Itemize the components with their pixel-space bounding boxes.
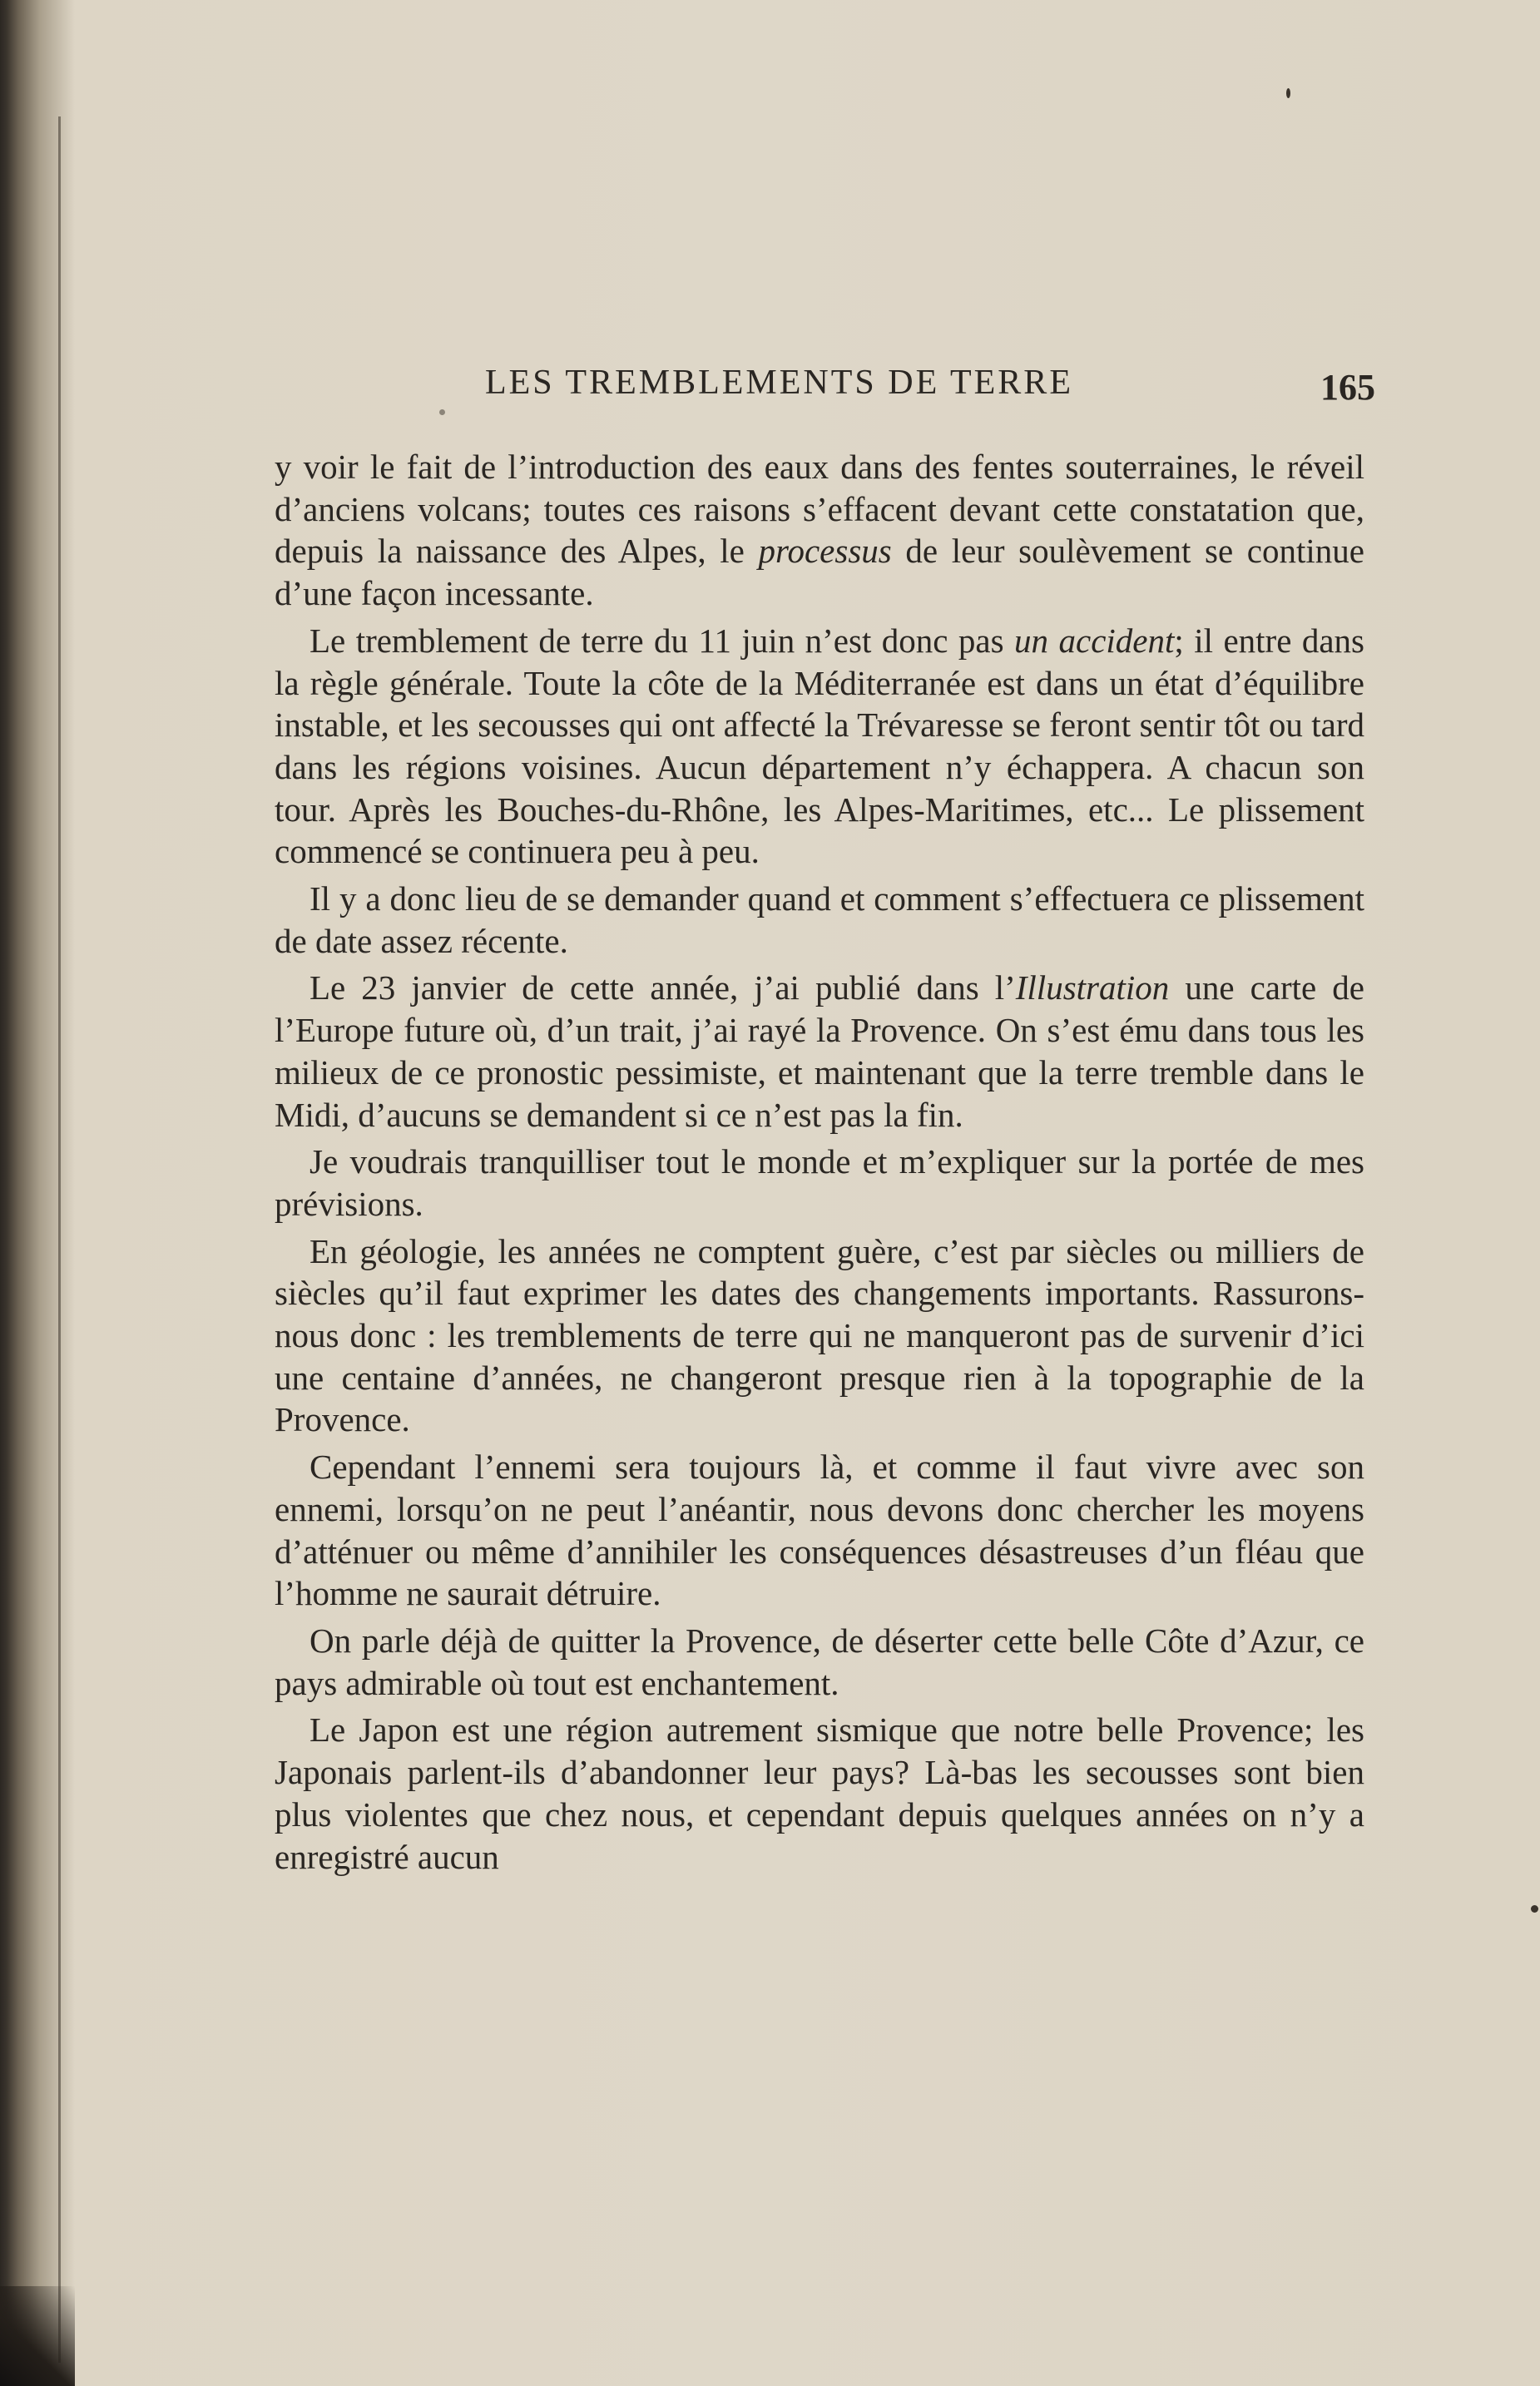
paragraph: Je voudrais tranquilliser tout le monde et m’expliquer sur la portée de mes prévisions. — [275, 1142, 1364, 1223]
paragraph-text: y voir le fait de l’introduction des eaux dans des fentes souterraines, le réveil d’anciens volcans; toutes ces raisons s’effacent devant cette constatation que, depuis la naissance des Alpes, le — [275, 448, 1364, 571]
ink-speck — [439, 409, 445, 415]
paragraph-text: Le 23 janvier de cette année, j’ai publié dans l’ — [309, 968, 1016, 1007]
paragraph: Le Japon est une région autrement sismique que notre belle Provence; les Japonais parlent-ils d’abandonner leur pays? Là-bas les secousses sont bien plus violentes que chez nous, et cependant depuis quelques années on n’y a enregistré aucun — [275, 1710, 1364, 1876]
paragraph — [275, 446, 1364, 615]
body-text — [275, 446, 1364, 1883]
italic-term: un accident — [1014, 621, 1175, 660]
page-corner-shadow — [0, 2286, 75, 2386]
paragraph-text: de leur soulèvement se continue d’une façon incessante. — [275, 532, 1364, 613]
book-binding-shadow — [0, 0, 75, 2386]
paragraph-text: une carte de l’Europe future où, d’un trait, j’ai rayé la Provence. On s’est ému dans tous les milieux de ce pronostic pessimiste, et maintenant que la terre tremble dans le Midi, d’aucuns se demandent si ce n’est pas la fin. — [275, 968, 1364, 1134]
paragraph — [275, 967, 1364, 1136]
paragraph-text: Le tremblement de terre du 11 juin n’est donc pas — [309, 621, 1015, 660]
paragraph: En géologie, les années ne comptent guère, c’est par siècles ou milliers de siècles qu’il faut exprimer les dates des changements importants. Rassurons-nous donc : les tremblements de terre qui ne manqueront pas de survenir d’ici une centaine d’années, ne changeront presque rien à la topographie de la Provence. — [275, 1231, 1364, 1439]
paragraph: Cependant l’ennemi sera toujours là, et comme il faut vivre avec son ennemi, lorsqu’on ne peut l’anéantir, nous devons donc chercher les moyens d’atténuer ou même d’annihiler les conséquences désastreuses d’un fléau que l’homme ne saurait détruire. — [275, 1448, 1364, 1613]
italic-term: processus — [758, 532, 892, 571]
ink-speck — [1286, 88, 1290, 98]
paragraph-text: ; il entre dans la règle générale. Toute la côte de la Méditerranée est dans un état d’équilibre instable, et les secousses qui ont affecté la Trévaresse se feront sentir tôt ou tard dans les régions voisines. Aucun département n’y échappera. A chacun son tour. Après les Bouches-du-Rhône, les Alpes-Maritimes, etc... Le plissement commencé se continuera peu à peu. — [275, 621, 1364, 871]
italic-title: Illustration — [1015, 968, 1170, 1007]
ink-speck — [1531, 1905, 1538, 1913]
binding-edge-line — [58, 116, 61, 2363]
paragraph — [275, 620, 1364, 873]
running-title: LES TREMBLEMENTS DE TERRE — [485, 364, 1073, 402]
page-number: 165 — [1320, 367, 1375, 408]
paragraph: Il y a donc lieu de se demander quand et comment s’effectuera ce plissement de date assez récente. — [275, 879, 1364, 960]
running-head — [485, 363, 1375, 413]
paragraph: On parle déjà de quitter la Provence, de déserter cette belle Côte d’Azur, ce pays admirable où tout est enchantement. — [275, 1621, 1364, 1702]
